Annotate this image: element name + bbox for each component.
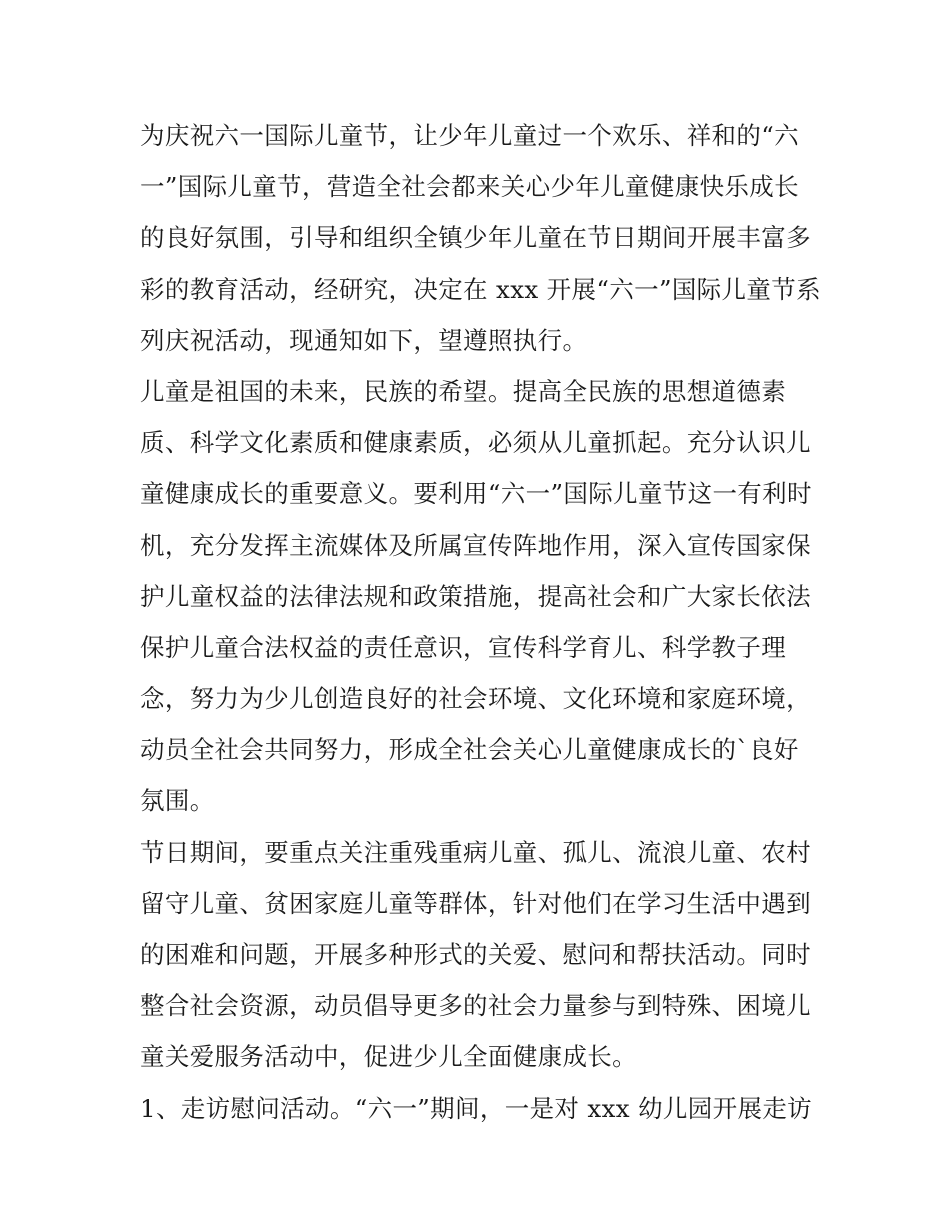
document-body bbox=[140, 110, 820, 1134]
text-line: 的困难和问题，开展多种形式的关爱、慰问和帮扶活动。同时 bbox=[140, 940, 811, 969]
text-line: 保护儿童合法权益的责任意识，宣传科学育儿、科学教子理 bbox=[140, 632, 787, 662]
text-line: 为庆祝六一国际儿童节，让少年儿童过一个欢乐、祥和的“六 bbox=[140, 121, 799, 150]
text-line: 彩的教育活动，经研究，决定在 xxx 开展“六一”国际儿童节系 bbox=[140, 274, 821, 304]
text-line: 氛围。 bbox=[140, 786, 215, 816]
text-line: 童关爱服务活动中，促进少儿全面健康成长。 bbox=[140, 1042, 637, 1072]
text-line: 节日期间，要重点关注重残重病儿童、孤儿、流浪儿童、农村 bbox=[140, 837, 811, 867]
text-line: 机，充分发挥主流媒体及所属宣传阵地作用，深入宣传国家保 bbox=[140, 530, 811, 560]
text-line: 动员全社会共同努力，形成全社会关心儿童健康成长的`良好 bbox=[140, 735, 799, 765]
text-line: 1、走访慰问活动。“六一”期间，一是对 xxx 幼儿园开展走访 bbox=[140, 1093, 813, 1123]
text-line: 念，努力为少儿创造良好的社会环境、文化环境和家庭环境， bbox=[140, 684, 811, 714]
text-line: 护儿童权益的法律法规和政策措施，提高社会和广大家长依法 bbox=[140, 581, 811, 611]
text-line: 童健康成长的重要意义。要利用“六一”国际儿童节这一有利时 bbox=[140, 479, 812, 509]
text-line: 儿童是祖国的未来，民族的希望。提高全民族的思想道德素 bbox=[140, 376, 787, 406]
paragraph-1 bbox=[140, 110, 820, 366]
paragraph-2 bbox=[140, 366, 820, 827]
text-line: 列庆祝活动，现通知如下，望遵照执行。 bbox=[140, 325, 588, 355]
paragraph-4 bbox=[140, 1083, 820, 1134]
text-line: 留守儿童、贫困家庭儿童等群体，针对他们在学习生活中遇到 bbox=[140, 888, 811, 918]
text-line: 整合社会资源，动员倡导更多的社会力量参与到特殊、困境儿 bbox=[140, 991, 811, 1021]
text-line: 一”国际儿童节，营造全社会都来关心少年儿童健康快乐成长 bbox=[140, 172, 799, 202]
text-line: 的良好氛围，引导和组织全镇少年儿童在节日期间开展丰富多 bbox=[140, 223, 811, 253]
paragraph-3 bbox=[140, 827, 820, 1083]
text-line: 质、科学文化素质和健康素质，必须从儿童抓起。充分认识儿 bbox=[140, 428, 811, 458]
